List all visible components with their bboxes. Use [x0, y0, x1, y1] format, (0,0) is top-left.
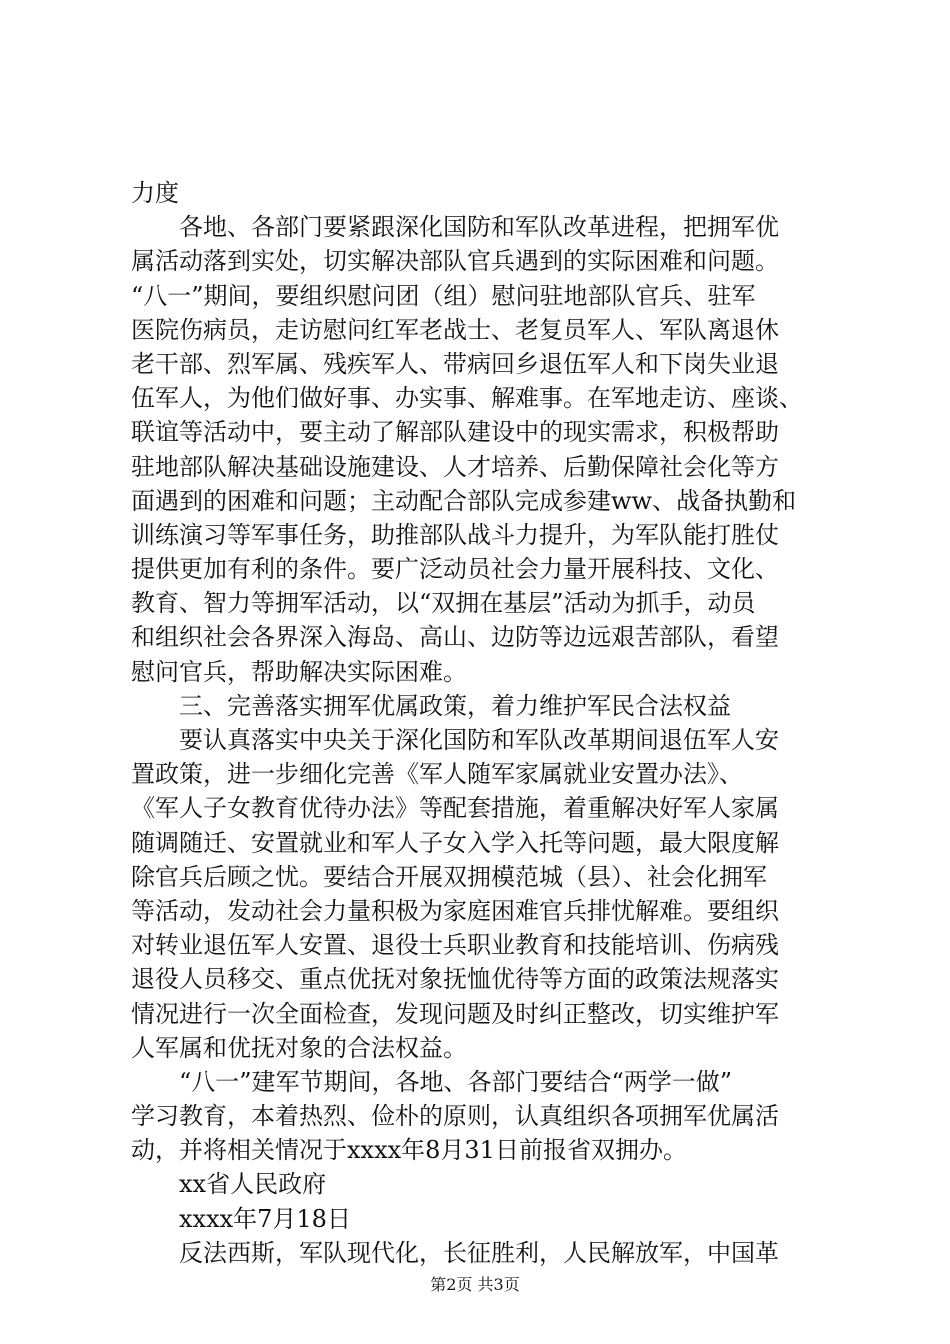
text-line: 随调随迁、安置就业和军人子女入学入托等问题，最大限度解	[131, 828, 779, 857]
text-line: 退役人员移交、重点优抚对象抚恤优待等方面的政策法规落实	[131, 965, 779, 994]
text-line: 提供更加有利的条件。要广泛动员社会力量开展科技、文化、	[131, 555, 779, 584]
text-line: 面遇到的困难和问题；主动配合部队完成参建ww、战备执勤和	[131, 486, 797, 515]
text-line: 伍军人，为他们做好事、办实事、解难事。在军地走访、座谈、	[131, 384, 803, 413]
text-line: 对转业退伍军人安置、退役士兵职业教育和技能培训、伤病残	[131, 931, 779, 960]
text-line: 联谊等活动中，要主动了解部队建设中的现实需求，积极帮助	[131, 418, 779, 447]
text-line: 情况进行一次全面检查，发现问题及时纠正整改，切实维护军	[131, 999, 779, 1028]
text-line: 训练演习等军事任务，助推部队战斗力提升，为军队能打胜仗	[131, 520, 779, 549]
text-line: 动，并将相关情况于xxxx年8月31日前报省双拥办。	[131, 1136, 687, 1165]
text-line: 属活动落到实处，切实解决部队官兵遇到的实际困难和问题。	[131, 247, 779, 276]
document-body	[131, 176, 831, 1270]
section-heading: 三、完善落实拥军优属政策，着力维护军民合法权益	[179, 691, 731, 720]
text-line: 驻地部队解决基础设施建设、人才培养、后勤保障社会化等方	[131, 452, 779, 481]
text-line: 和组织社会各界深入海岛、高山、边防等边远艰苦部队，看望	[131, 623, 779, 652]
signature-organization: xx省人民政府	[179, 1170, 327, 1199]
text-line: 力度	[131, 179, 179, 207]
text-line: 人军属和优抚对象的合法权益。	[131, 1033, 467, 1062]
text-line: 医院伤病员，走访慰问红军老战士、老复员军人、军队离退休	[131, 315, 779, 344]
text-line: 教育、智力等拥军活动，以“双拥在基层”活动为抓手，动员	[131, 589, 756, 618]
text-line: 慰问官兵，帮助解决实际困难。	[131, 657, 467, 686]
text-line: 等活动，发动社会力量积极为家庭困难官兵排忧解难。要组织	[131, 896, 779, 925]
paragraph-first-line: 各地、各部门要紧跟深化国防和军队改革进程，把拥军优	[179, 213, 779, 242]
text-line: 置政策，进一步细化完善《军人随军家属就业安置办法》、	[131, 760, 743, 789]
paragraph-first-line: “八一”建军节期间，各地、各部门要结合“两学一做”	[179, 1067, 733, 1096]
text-line: 学习教育，本着热烈、俭朴的原则，认真组织各项拥军优属活	[131, 1102, 779, 1131]
paragraph-first-line: 要认真落实中央关于深化国防和军队改革期间退伍军人安	[179, 726, 779, 754]
paragraph-first-line: 反法西斯，军队现代化，长征胜利，人民解放军，中国革	[179, 1238, 779, 1267]
signature-date: xxxx年7月18日	[179, 1204, 351, 1233]
text-line: “八一”期间，要组织慰问团（组）慰问驻地部队官兵、驻军	[131, 281, 756, 310]
page-footer: 第2页 共3页	[430, 1275, 520, 1294]
text-line: 老干部、烈军属、残疾军人、带病回乡退伍军人和下岗失业退	[131, 349, 779, 378]
text-line: 《军人子女教育优待办法》等配套措施，着重解决好军人家属	[131, 794, 779, 823]
text-line: 除官兵后顾之忧。要结合开展双拥模范城（县）、社会化拥军	[131, 862, 767, 891]
